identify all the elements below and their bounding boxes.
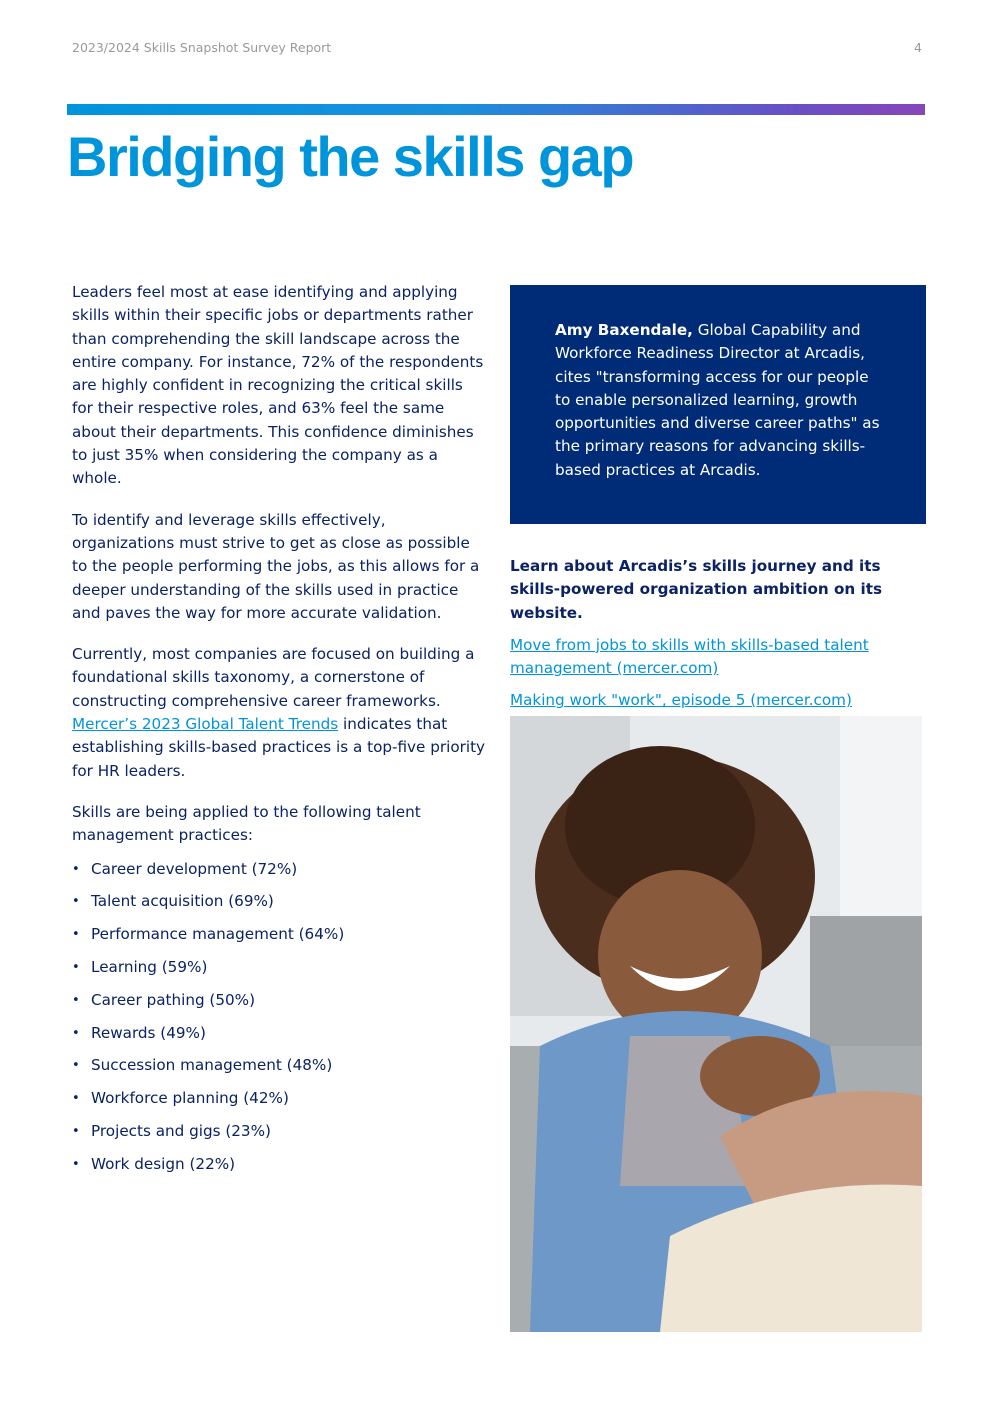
list-item: • Talent acquisition (69%) <box>72 890 487 923</box>
skills-based-talent-link[interactable]: Move from jobs to skills with skills-based talent management (mercer.com) <box>510 635 869 678</box>
page-number: 4 <box>914 40 922 55</box>
list-item: • Career pathing (50%) <box>72 989 487 1022</box>
quote-name: Amy Baxendale, <box>555 321 693 339</box>
resource-link-row <box>510 634 926 681</box>
resource-link-row <box>510 689 926 712</box>
photo-illustration <box>510 716 922 1332</box>
quote-callout <box>510 285 926 524</box>
list-item: • Rewards (49%) <box>72 1022 487 1055</box>
child-photo <box>510 716 922 1332</box>
main-text-column <box>72 281 487 1186</box>
resources-section <box>510 555 926 722</box>
trends-text-after: indicates that establishing skills-based practices is a top-five priority for HR leaders. <box>72 715 486 780</box>
trends-text-before: Currently, most companies are focused on building a foundational skills taxonomy, a cornerstone of constructing comprehensive career frameworks. <box>72 645 475 710</box>
page-title: Bridging the skills gap <box>67 125 634 188</box>
making-work-work-link[interactable]: Making work "work", episode 5 (mercer.com) <box>510 691 852 710</box>
list-item: • Projects and gigs (23%) <box>72 1120 487 1153</box>
practices-list <box>72 858 487 1186</box>
quote-text: Global Capability and Workforce Readiness Director at Arcadis, cites "transforming access for our people to enable personalized learning, growth opportunities and diverse career paths" as the primary reasons for advancing skills-based practices at Arcadis. <box>555 321 880 479</box>
list-intro: Skills are being applied to the following talent management practices: <box>72 802 421 845</box>
intro-paragraph: Leaders feel most at ease identifying and applying skills within their specific jobs or departments rather than comprehending the skill landscape across the entire company. For instance, 72% of the respondents are highly confident in recognizing the critical skills for their respective roles, and 63% feel the same about their departments. This confidence diminishes to just 35% when considering the company as a whole. <box>72 283 484 488</box>
list-item: • Performance management (64%) <box>72 923 487 956</box>
cta-text: Learn about Arcadis’s skills journey and its skills-powered organization ambition on its website. <box>510 557 883 622</box>
list-item: • Career development (72%) <box>72 858 487 891</box>
report-title: 2023/2024 Skills Snapshot Survey Report <box>72 40 332 55</box>
trends-paragraph <box>72 643 487 783</box>
list-item: • Workforce planning (42%) <box>72 1087 487 1120</box>
accent-gradient-bar <box>67 104 925 115</box>
running-header <box>72 40 922 55</box>
list-item: • Learning (59%) <box>72 956 487 989</box>
list-item: • Succession management (48%) <box>72 1054 487 1087</box>
intro-paragraph: To identify and leverage skills effectively, organizations must strive to get as close as possible to the people performing the jobs, as this allows for a deeper understanding of the skills used in practice and paves the way for more accurate validation. <box>72 510 480 622</box>
global-talent-trends-link[interactable]: Mercer’s 2023 Global Talent Trends <box>72 715 339 734</box>
list-item: • Work design (22%) <box>72 1153 487 1186</box>
